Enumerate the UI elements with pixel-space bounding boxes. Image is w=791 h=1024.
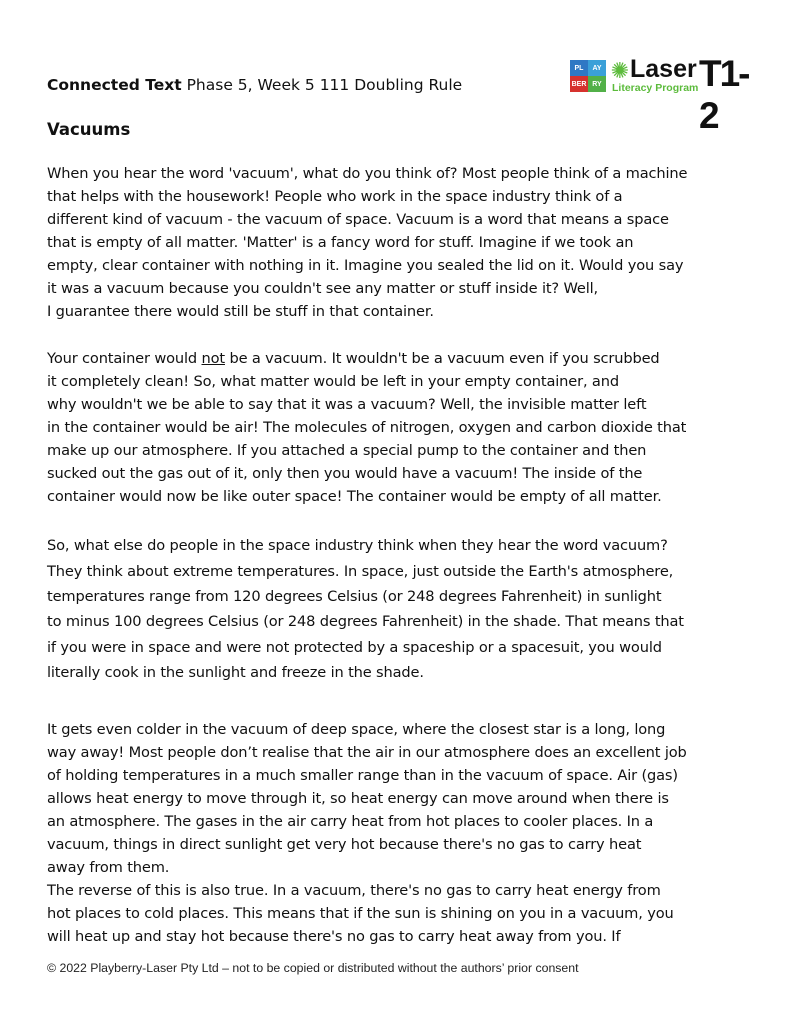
puzzle-piece: RY	[588, 76, 606, 92]
text-line: temperatures range from 120 degrees Celsius (or 248 degrees Fahrenheit) in sunlight	[47, 588, 662, 605]
sunburst-icon: ✺	[610, 59, 630, 84]
text-line: that helps with the housework! People who work in the space industry think of a	[47, 188, 623, 205]
text-line: I guarantee there would still be stuff in that container.	[47, 303, 434, 320]
text-line: empty, clear container with nothing in it. Imagine you sealed the lid on it. Would you say	[47, 257, 684, 274]
puzzle-piece: BER	[570, 76, 588, 92]
text-line: away from them.	[47, 859, 170, 876]
text-line: if you were in space and were not protected by a spaceship or a spacesuit, you would	[47, 639, 662, 656]
text-line: The reverse of this is also true. In a vacuum, there's no gas to carry heat energy from	[47, 882, 661, 899]
text-line: When you hear the word 'vacuum', what do you think of? Most people think of a machine	[47, 165, 688, 182]
text-line	[47, 349, 660, 369]
text-line: why wouldn't we be able to say that it was a vacuum? Well, the invisible matter left	[47, 396, 647, 413]
text-line: It gets even colder in the vacuum of deep space, where the closest star is a long, long	[47, 721, 666, 738]
text-line: hot places to cold places. This means that if the sun is shining on you in a vacuum, you	[47, 905, 674, 922]
text-line: literally cook in the sunlight and freeze in the shade.	[47, 664, 424, 681]
document-header	[47, 74, 462, 96]
text-line: vacuum, things in direct sunlight get very hot because there's no gas to carry heat	[47, 836, 642, 853]
logo-brand: Laser	[630, 55, 697, 83]
text-line: of holding temperatures in a much smaller range than in the vacuum of space. Air (gas)	[47, 767, 678, 784]
text-line: an atmosphere. The gases in the air carry heat from hot places to cooler places. In a	[47, 813, 654, 830]
puzzle-piece: PL	[570, 60, 588, 76]
header-label-bold: Connected Text	[47, 76, 182, 94]
text-line: So, what else do people in the space industry think when they hear the word vacuum?	[47, 537, 668, 554]
logo-level: T1-2	[699, 53, 749, 136]
text-line: way away! Most people don’t realise that the air in our atmosphere does an excellent job	[47, 744, 687, 761]
text-line: different kind of vacuum - the vacuum of space. Vacuum is a word that means a space	[47, 211, 669, 228]
puzzle-piece: AY	[588, 60, 606, 76]
text-line: in the container would be air! The molecules of nitrogen, oxygen and carbon dioxide that	[47, 419, 687, 436]
underlined-word: not	[201, 350, 225, 367]
text-segment: Your container would	[47, 350, 202, 367]
logo-subtitle: Literacy Program	[612, 82, 699, 94]
copyright-footer: © 2022 Playberry-Laser Pty Ltd – not to be copied or distributed without the authors’ prior consent	[47, 961, 579, 975]
text-line: container would now be like outer space! The container would be empty of all matter.	[47, 488, 662, 505]
text-line: will heat up and stay hot because there's no gas to carry heat away from you. If	[47, 928, 621, 945]
text-line: allows heat energy to move through it, so heat energy can move around when there is	[47, 790, 669, 807]
text-line: They think about extreme temperatures. In space, just outside the Earth's atmosphere,	[47, 563, 674, 580]
text-line: it completely clean! So, what matter would be left in your empty container, and	[47, 373, 619, 390]
text-line: it was a vacuum because you couldn't see any matter or stuff inside it? Well,	[47, 280, 599, 297]
text-line: that is empty of all matter. 'Matter' is a fancy word for stuff. Imagine if we took an	[47, 234, 634, 251]
header-label-rest: Phase 5, Week 5 111 Doubling Rule	[181, 76, 463, 94]
playberry-laser-logo	[570, 53, 755, 136]
puzzle-icon	[570, 60, 606, 92]
text-segment: be a vacuum. It wouldn't be a vacuum even if you scrubbed	[224, 350, 660, 367]
text-line: to minus 100 degrees Celsius (or 248 degrees Fahrenheit) in the shade. That means that	[47, 613, 684, 630]
text-line: sucked out the gas out of it, only then you would have a vacuum! The inside of the	[47, 465, 643, 482]
page-title: Vacuums	[47, 120, 131, 139]
text-line: make up our atmosphere. If you attached a special pump to the container and then	[47, 442, 647, 459]
